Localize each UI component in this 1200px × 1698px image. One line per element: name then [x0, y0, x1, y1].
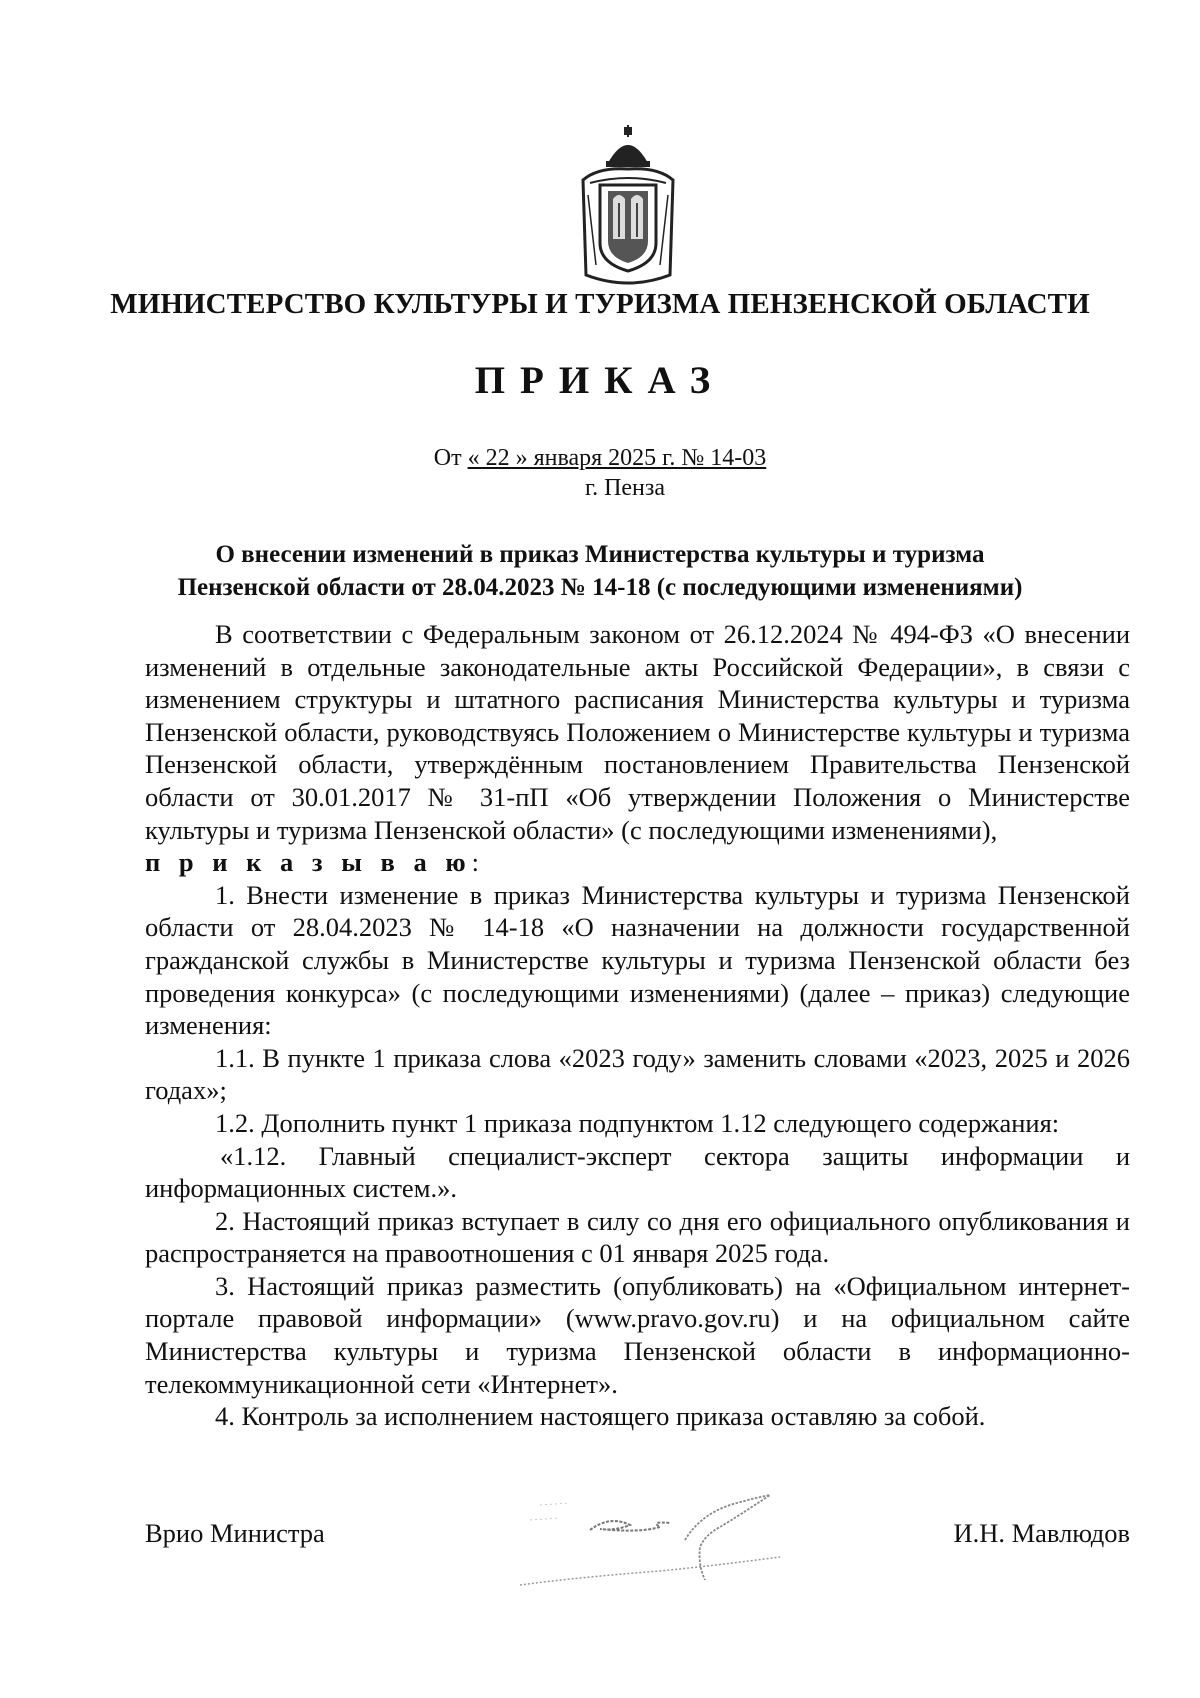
ministry-name: МИНИСТЕРСТВО КУЛЬТУРЫ И ТУРИЗМА ПЕНЗЕНСКОЙ ОБЛАСТИ	[110, 288, 1090, 320]
document-type: ПРИКАЗ	[474, 359, 726, 402]
coat-of-arms-icon	[578, 125, 678, 290]
paragraph-2: 2. Настоящий приказ вступает в силу со дня его официального опубликования и распространяется на правоотношения с 01 января 2025 года.	[145, 1205, 1130, 1269]
order-colon: :	[471, 847, 479, 878]
signer-name: И.Н. Мавлюдов	[953, 1518, 1130, 1548]
date-number-line	[0, 445, 1200, 472]
date-and-number: « 22 » января 2025 г. № 14-03	[467, 445, 767, 471]
paragraph-4: 4. Контроль за исполнением настоящего приказа оставляю за собой.	[215, 1401, 986, 1432]
document-title	[130, 538, 1070, 604]
order-line	[145, 846, 1130, 879]
city: г. Пенза	[584, 475, 666, 501]
title-line-1: О внесении изменений в приказ Министерства культуры и туризма	[215, 541, 985, 568]
date-prefix: От	[433, 445, 462, 471]
paragraph-1-1: 1.1. В пункте 1 приказа слова «2023 году» заменить словами «2023, 2025 и 2026 годах»;	[145, 1042, 1130, 1106]
paragraph-1-12: «1.12. Главный специалист-эксперт сектора защиты информации и информационных систем.».	[145, 1140, 1130, 1204]
paragraph-3: 3. Настоящий приказ разместить (опубликовать) на «Официальном интернет-портале правовой информации» (www.pravo.gov.ru) и на официальном сайте Министерства культуры и туризма Пензенской области в информационно-телекоммуникационной сети «Интернет».	[145, 1270, 1130, 1399]
order-word: п р и к а з ы в а ю	[145, 847, 472, 878]
preamble: В соответствии с Федеральным законом от 26.12.2024 № 494-ФЗ «О внесении изменений в отдельные законодательные акты Российской Федерации», в связи с изменением структуры и штатного расписания Министерства культуры и туризма Пензенской области, руководствуясь Положением о Министерстве культуры и туризма Пензенской области, утверждённым постановлением Правительства Пензенской области от 30.01.2017 № 31-пП «Об утверждении Положения о Министерстве культуры и туризма Пензенской области» (с последующими изменениями),	[145, 619, 1130, 845]
handwritten-signature	[500, 1485, 800, 1605]
title-line-2: Пензенской области от 28.04.2023 № 14-18 (с последующими изменениями)	[177, 574, 1023, 601]
paragraph-1-2: 1.2. Дополнить пункт 1 приказа подпунктом 1.12 следующего содержания:	[215, 1107, 1060, 1138]
signer-position: Врио Министра	[145, 1518, 325, 1548]
document-body	[145, 618, 1130, 1433]
paragraph-1: 1. Внести изменение в приказ Министерства культуры и туризма Пензенской области от 28.04.2023 № 14-18 «О назначении на должности государственной гражданской службы в Министерстве культуры и туризма Пензенской области без проведения конкурса» (с последующими изменениями) (далее – приказ) следующие изменения:	[145, 879, 1130, 1041]
